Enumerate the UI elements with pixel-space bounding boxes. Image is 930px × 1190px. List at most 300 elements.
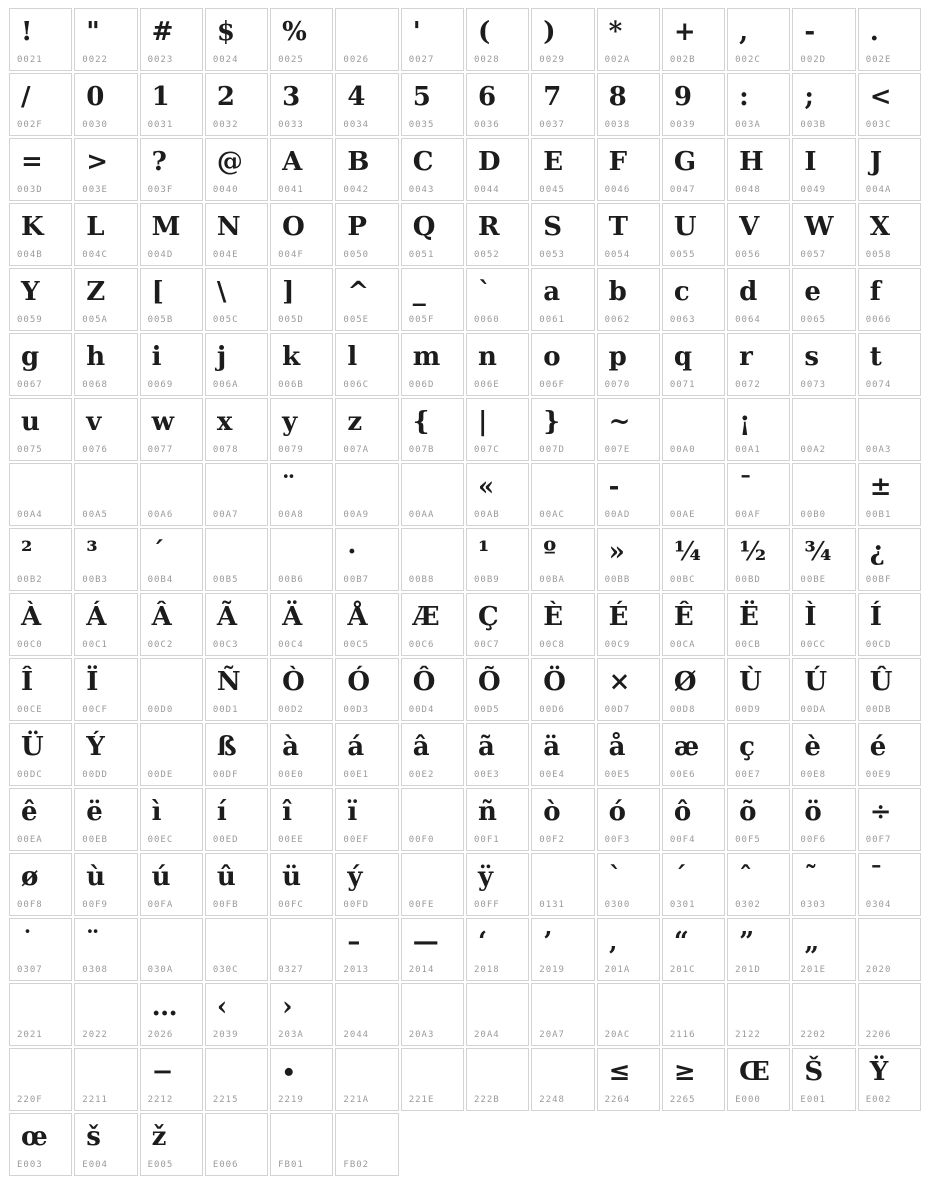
codepoint-label: 2022 bbox=[82, 1030, 108, 1040]
glyph-cell[interactable] bbox=[401, 983, 464, 1046]
glyph-cell[interactable] bbox=[792, 203, 855, 266]
glyph-cell[interactable] bbox=[662, 723, 725, 786]
glyph-cell[interactable] bbox=[531, 333, 594, 396]
glyph-cell[interactable] bbox=[792, 723, 855, 786]
glyph-cell[interactable] bbox=[335, 398, 398, 461]
glyph: − bbox=[151, 1057, 174, 1087]
glyph-cell[interactable] bbox=[9, 918, 72, 981]
glyph-cell[interactable] bbox=[792, 593, 855, 656]
codepoint-label: 20AC bbox=[604, 1030, 631, 1040]
glyph-cell[interactable] bbox=[74, 463, 137, 526]
glyph-cell[interactable] bbox=[792, 138, 855, 201]
glyph-cell[interactable] bbox=[792, 918, 855, 981]
glyph-cell[interactable] bbox=[9, 463, 72, 526]
codepoint-label: 00BD bbox=[735, 575, 761, 585]
codepoint-label: 00E8 bbox=[800, 770, 827, 780]
glyph-cell[interactable] bbox=[270, 8, 333, 71]
codepoint-label: 201C bbox=[669, 965, 696, 975]
codepoint-label: 0054 bbox=[604, 250, 631, 260]
glyph-cell[interactable] bbox=[205, 853, 268, 916]
glyph-cell[interactable] bbox=[858, 268, 921, 331]
glyph-cell[interactable] bbox=[9, 268, 72, 331]
glyph-cell[interactable] bbox=[727, 268, 790, 331]
glyph-cell[interactable] bbox=[140, 918, 203, 981]
glyph-cell[interactable] bbox=[205, 528, 268, 591]
glyph-cell[interactable] bbox=[466, 918, 529, 981]
glyph: , bbox=[739, 17, 749, 47]
glyph-cell[interactable] bbox=[270, 1048, 333, 1111]
glyph-cell[interactable] bbox=[74, 203, 137, 266]
glyph-cell[interactable] bbox=[9, 398, 72, 461]
glyph-cell[interactable] bbox=[792, 788, 855, 851]
glyph-cell[interactable] bbox=[531, 268, 594, 331]
glyph-cell[interactable] bbox=[401, 8, 464, 71]
glyph-cell[interactable] bbox=[74, 983, 137, 1046]
codepoint-label: 006F bbox=[539, 380, 565, 390]
glyph-cell[interactable] bbox=[74, 73, 137, 136]
glyph-cell[interactable] bbox=[74, 918, 137, 981]
glyph-cell[interactable] bbox=[9, 658, 72, 721]
glyph-cell[interactable] bbox=[140, 788, 203, 851]
glyph-cell[interactable] bbox=[270, 528, 333, 591]
glyph-cell[interactable] bbox=[792, 463, 855, 526]
glyph-cell[interactable] bbox=[205, 398, 268, 461]
glyph: Ó bbox=[347, 667, 371, 697]
glyph-cell[interactable] bbox=[662, 138, 725, 201]
glyph-cell[interactable] bbox=[335, 918, 398, 981]
glyph-cell[interactable] bbox=[74, 658, 137, 721]
glyph-cell[interactable] bbox=[270, 788, 333, 851]
glyph-cell[interactable] bbox=[74, 1048, 137, 1111]
glyph-cell[interactable] bbox=[205, 788, 268, 851]
glyph-cell[interactable] bbox=[466, 528, 529, 591]
glyph: Û bbox=[869, 667, 893, 697]
glyph-cell[interactable] bbox=[335, 658, 398, 721]
glyph-cell[interactable] bbox=[401, 1048, 464, 1111]
glyph: À bbox=[21, 602, 42, 632]
glyph-cell[interactable] bbox=[74, 8, 137, 71]
glyph-cell[interactable] bbox=[858, 333, 921, 396]
glyph-cell[interactable] bbox=[858, 723, 921, 786]
glyph-cell[interactable] bbox=[401, 333, 464, 396]
glyph-cell[interactable] bbox=[531, 983, 594, 1046]
glyph-cell[interactable] bbox=[662, 788, 725, 851]
glyph-cell[interactable] bbox=[9, 723, 72, 786]
glyph-cell[interactable] bbox=[466, 268, 529, 331]
codepoint-label: 0030 bbox=[82, 120, 108, 130]
codepoint-label: 005C bbox=[212, 315, 239, 325]
codepoint-label: 0056 bbox=[735, 250, 761, 260]
glyph bbox=[10, 984, 71, 1024]
glyph-cell[interactable] bbox=[401, 138, 464, 201]
glyph-cell[interactable] bbox=[270, 463, 333, 526]
glyph-cell[interactable] bbox=[140, 658, 203, 721]
codepoint-label: 2264 bbox=[604, 1095, 631, 1105]
glyph-cell[interactable] bbox=[401, 398, 464, 461]
glyph-cell[interactable] bbox=[727, 528, 790, 591]
glyph-cell[interactable] bbox=[9, 593, 72, 656]
glyph-cell[interactable] bbox=[335, 853, 398, 916]
glyph-cell[interactable] bbox=[9, 1048, 72, 1111]
glyph-cell[interactable] bbox=[401, 593, 464, 656]
glyph-cell[interactable] bbox=[205, 723, 268, 786]
glyph-cell[interactable] bbox=[205, 983, 268, 1046]
glyph-cell[interactable] bbox=[466, 463, 529, 526]
glyph: 7 bbox=[543, 82, 562, 112]
glyph-cell[interactable] bbox=[335, 528, 398, 591]
glyph-cell[interactable] bbox=[531, 853, 594, 916]
glyph-cell[interactable] bbox=[401, 268, 464, 331]
glyph-cell[interactable] bbox=[466, 983, 529, 1046]
glyph-cell[interactable] bbox=[140, 463, 203, 526]
glyph-cell[interactable] bbox=[270, 983, 333, 1046]
glyph-cell[interactable] bbox=[662, 333, 725, 396]
glyph-cell[interactable] bbox=[140, 203, 203, 266]
glyph-cell[interactable] bbox=[466, 8, 529, 71]
glyph-cell[interactable] bbox=[531, 463, 594, 526]
glyph-cell[interactable] bbox=[74, 528, 137, 591]
glyph-cell[interactable] bbox=[597, 268, 660, 331]
glyph-cell[interactable] bbox=[140, 398, 203, 461]
glyph-cell[interactable] bbox=[792, 528, 855, 591]
glyph-cell[interactable] bbox=[466, 723, 529, 786]
codepoint-label: 2019 bbox=[539, 965, 565, 975]
codepoint-label: 00E0 bbox=[278, 770, 304, 780]
glyph-cell[interactable] bbox=[270, 918, 333, 981]
codepoint-label: FB02 bbox=[343, 1160, 370, 1170]
glyph-cell[interactable] bbox=[335, 268, 398, 331]
glyph-cell[interactable] bbox=[858, 73, 921, 136]
glyph-cell[interactable] bbox=[401, 788, 464, 851]
glyph: x bbox=[216, 407, 233, 437]
glyph-cell[interactable] bbox=[9, 1113, 72, 1176]
glyph-cell[interactable] bbox=[597, 983, 660, 1046]
codepoint-label: 0052 bbox=[473, 250, 500, 260]
glyph-cell[interactable] bbox=[858, 138, 921, 201]
glyph-cell[interactable] bbox=[727, 788, 790, 851]
glyph-cell[interactable] bbox=[335, 723, 398, 786]
glyph-cell[interactable] bbox=[205, 1113, 268, 1176]
glyph-cell[interactable] bbox=[727, 8, 790, 71]
glyph-cell[interactable] bbox=[597, 658, 660, 721]
glyph: … bbox=[151, 992, 178, 1022]
glyph-cell[interactable] bbox=[140, 528, 203, 591]
glyph-cell[interactable] bbox=[205, 918, 268, 981]
glyph-cell[interactable] bbox=[531, 918, 594, 981]
glyph-cell[interactable] bbox=[140, 1113, 203, 1176]
glyph-cell[interactable] bbox=[205, 463, 268, 526]
glyph-cell[interactable] bbox=[140, 8, 203, 71]
glyph-cell[interactable] bbox=[270, 138, 333, 201]
glyph-cell[interactable] bbox=[74, 268, 137, 331]
glyph-cell[interactable] bbox=[205, 593, 268, 656]
glyph-cell[interactable] bbox=[335, 593, 398, 656]
glyph: · bbox=[347, 537, 357, 567]
glyph-cell[interactable] bbox=[792, 1048, 855, 1111]
glyph-cell[interactable] bbox=[597, 333, 660, 396]
glyph: ø bbox=[21, 862, 39, 892]
glyph: ² bbox=[21, 537, 33, 567]
glyph: ’ bbox=[543, 927, 553, 957]
glyph-cell[interactable] bbox=[597, 73, 660, 136]
glyph-cell[interactable] bbox=[792, 853, 855, 916]
glyph-cell[interactable] bbox=[140, 268, 203, 331]
glyph-cell[interactable] bbox=[727, 658, 790, 721]
glyph-cell[interactable] bbox=[335, 1048, 398, 1111]
glyph-cell[interactable] bbox=[531, 593, 594, 656]
glyph-cell[interactable] bbox=[140, 593, 203, 656]
glyph-cell[interactable] bbox=[597, 203, 660, 266]
glyph-cell[interactable] bbox=[9, 788, 72, 851]
glyph-cell[interactable] bbox=[466, 853, 529, 916]
glyph: Ä bbox=[282, 602, 303, 632]
glyph-cell[interactable] bbox=[466, 1048, 529, 1111]
glyph-cell[interactable] bbox=[597, 853, 660, 916]
glyph-cell[interactable] bbox=[335, 788, 398, 851]
glyph-cell[interactable] bbox=[140, 723, 203, 786]
glyph-cell[interactable] bbox=[597, 918, 660, 981]
glyph-cell[interactable] bbox=[140, 138, 203, 201]
glyph-cell[interactable] bbox=[466, 203, 529, 266]
glyph-cell[interactable] bbox=[205, 268, 268, 331]
glyph-cell[interactable] bbox=[662, 8, 725, 71]
glyph-cell[interactable] bbox=[270, 203, 333, 266]
glyph-cell[interactable] bbox=[205, 73, 268, 136]
glyph-cell[interactable] bbox=[597, 398, 660, 461]
glyph-cell[interactable] bbox=[727, 73, 790, 136]
glyph-cell[interactable] bbox=[858, 593, 921, 656]
glyph-cell[interactable] bbox=[401, 73, 464, 136]
glyph-cell[interactable] bbox=[858, 8, 921, 71]
glyph-cell[interactable] bbox=[858, 463, 921, 526]
glyph-cell[interactable] bbox=[662, 593, 725, 656]
glyph-cell[interactable] bbox=[335, 463, 398, 526]
glyph-cell[interactable] bbox=[140, 983, 203, 1046]
glyph-cell[interactable] bbox=[270, 73, 333, 136]
glyph-cell[interactable] bbox=[270, 268, 333, 331]
glyph: ‚ bbox=[608, 927, 618, 957]
codepoint-label: 00B6 bbox=[278, 575, 304, 585]
codepoint-label: 00B7 bbox=[343, 575, 370, 585]
glyph-grid bbox=[9, 8, 921, 1176]
glyph-cell[interactable] bbox=[466, 138, 529, 201]
glyph-cell[interactable] bbox=[401, 853, 464, 916]
glyph-cell[interactable] bbox=[662, 853, 725, 916]
glyph-cell[interactable] bbox=[270, 658, 333, 721]
codepoint-label: 002A bbox=[604, 55, 631, 65]
glyph-cell[interactable] bbox=[597, 723, 660, 786]
glyph-cell[interactable] bbox=[662, 268, 725, 331]
codepoint-label: 0069 bbox=[147, 380, 174, 390]
glyph: õ bbox=[739, 797, 757, 827]
glyph-cell[interactable] bbox=[140, 853, 203, 916]
glyph-cell[interactable] bbox=[335, 203, 398, 266]
codepoint-label: 00BA bbox=[539, 575, 565, 585]
glyph-cell[interactable] bbox=[727, 593, 790, 656]
codepoint-label: 0040 bbox=[212, 185, 239, 195]
glyph-cell[interactable] bbox=[792, 398, 855, 461]
codepoint-label: 006A bbox=[212, 380, 239, 390]
codepoint-label: 00A2 bbox=[800, 445, 827, 455]
glyph-cell[interactable] bbox=[858, 983, 921, 1046]
glyph-cell[interactable] bbox=[205, 8, 268, 71]
glyph-cell[interactable] bbox=[662, 528, 725, 591]
glyph-cell[interactable] bbox=[792, 333, 855, 396]
glyph-cell[interactable] bbox=[858, 918, 921, 981]
glyph-cell[interactable] bbox=[401, 658, 464, 721]
codepoint-label: 0066 bbox=[865, 315, 892, 325]
glyph-cell[interactable] bbox=[9, 138, 72, 201]
glyph-cell[interactable] bbox=[74, 788, 137, 851]
glyph-cell[interactable] bbox=[74, 333, 137, 396]
glyph-cell[interactable] bbox=[401, 203, 464, 266]
glyph-cell[interactable] bbox=[401, 723, 464, 786]
glyph-cell[interactable] bbox=[140, 1048, 203, 1111]
glyph: Ì bbox=[804, 602, 817, 632]
glyph bbox=[206, 1114, 267, 1154]
glyph-cell[interactable] bbox=[727, 723, 790, 786]
glyph-cell[interactable] bbox=[792, 8, 855, 71]
glyph-cell[interactable] bbox=[727, 398, 790, 461]
glyph-cell[interactable] bbox=[9, 528, 72, 591]
glyph-cell[interactable] bbox=[205, 203, 268, 266]
glyph-cell[interactable] bbox=[792, 658, 855, 721]
glyph-cell[interactable] bbox=[74, 138, 137, 201]
glyph-cell[interactable] bbox=[531, 398, 594, 461]
glyph-cell[interactable] bbox=[74, 593, 137, 656]
glyph-cell[interactable] bbox=[597, 528, 660, 591]
glyph-cell[interactable] bbox=[727, 983, 790, 1046]
glyph: — bbox=[412, 927, 439, 957]
glyph-cell[interactable] bbox=[205, 658, 268, 721]
glyph-cell[interactable] bbox=[531, 73, 594, 136]
glyph-cell[interactable] bbox=[727, 203, 790, 266]
glyph-cell[interactable] bbox=[401, 528, 464, 591]
glyph-cell[interactable] bbox=[531, 203, 594, 266]
glyph-cell[interactable] bbox=[662, 73, 725, 136]
glyph-cell[interactable] bbox=[531, 528, 594, 591]
glyph-cell[interactable] bbox=[74, 398, 137, 461]
glyph-cell[interactable] bbox=[858, 658, 921, 721]
glyph-cell[interactable] bbox=[335, 1113, 398, 1176]
glyph-cell[interactable] bbox=[466, 788, 529, 851]
codepoint-label: 203A bbox=[278, 1030, 304, 1040]
glyph-cell[interactable] bbox=[662, 463, 725, 526]
glyph-cell[interactable] bbox=[9, 983, 72, 1046]
glyph-cell[interactable] bbox=[335, 333, 398, 396]
glyph-cell[interactable] bbox=[466, 593, 529, 656]
glyph-cell[interactable] bbox=[466, 333, 529, 396]
glyph-cell[interactable] bbox=[727, 333, 790, 396]
codepoint-label: 2044 bbox=[343, 1030, 370, 1040]
glyph-cell[interactable] bbox=[531, 658, 594, 721]
glyph-cell[interactable] bbox=[662, 983, 725, 1046]
glyph-cell[interactable] bbox=[727, 1048, 790, 1111]
glyph-cell[interactable] bbox=[727, 918, 790, 981]
codepoint-label: 00B0 bbox=[800, 510, 827, 520]
glyph-cell[interactable] bbox=[727, 463, 790, 526]
glyph-cell[interactable] bbox=[662, 1048, 725, 1111]
glyph-cell[interactable] bbox=[792, 73, 855, 136]
glyph-cell[interactable] bbox=[205, 333, 268, 396]
glyph bbox=[141, 659, 202, 699]
glyph-cell[interactable] bbox=[9, 8, 72, 71]
glyph-cell[interactable] bbox=[597, 8, 660, 71]
glyph-cell[interactable] bbox=[597, 788, 660, 851]
glyph-cell[interactable] bbox=[74, 1113, 137, 1176]
glyph-cell[interactable] bbox=[74, 853, 137, 916]
glyph-cell[interactable] bbox=[9, 73, 72, 136]
glyph-cell[interactable] bbox=[597, 138, 660, 201]
glyph-cell[interactable] bbox=[531, 1048, 594, 1111]
glyph-cell[interactable] bbox=[140, 333, 203, 396]
glyph-cell[interactable] bbox=[9, 203, 72, 266]
glyph-cell[interactable] bbox=[74, 723, 137, 786]
glyph-cell[interactable] bbox=[662, 918, 725, 981]
glyph-cell[interactable] bbox=[270, 1113, 333, 1176]
glyph-cell[interactable] bbox=[466, 658, 529, 721]
glyph-cell[interactable] bbox=[858, 1048, 921, 1111]
glyph-cell[interactable] bbox=[858, 203, 921, 266]
glyph-cell[interactable] bbox=[858, 788, 921, 851]
glyph-cell[interactable] bbox=[401, 463, 464, 526]
codepoint-label: 005B bbox=[147, 315, 174, 325]
glyph-cell[interactable] bbox=[531, 788, 594, 851]
glyph-cell[interactable] bbox=[270, 853, 333, 916]
glyph-cell[interactable] bbox=[335, 73, 398, 136]
glyph-cell[interactable] bbox=[270, 398, 333, 461]
glyph-cell[interactable] bbox=[401, 918, 464, 981]
glyph-cell[interactable] bbox=[140, 73, 203, 136]
glyph-cell[interactable] bbox=[205, 1048, 268, 1111]
codepoint-label: 2020 bbox=[865, 965, 892, 975]
glyph-cell[interactable] bbox=[205, 138, 268, 201]
glyph-cell[interactable] bbox=[335, 983, 398, 1046]
codepoint-label: 221A bbox=[343, 1095, 370, 1105]
glyph-cell[interactable] bbox=[727, 853, 790, 916]
glyph: « bbox=[477, 472, 495, 502]
glyph-cell[interactable] bbox=[597, 463, 660, 526]
glyph-cell[interactable] bbox=[858, 528, 921, 591]
glyph-cell[interactable] bbox=[466, 398, 529, 461]
glyph-cell[interactable] bbox=[531, 138, 594, 201]
glyph-cell[interactable] bbox=[858, 853, 921, 916]
glyph-cell[interactable] bbox=[335, 8, 398, 71]
glyph-cell[interactable] bbox=[270, 593, 333, 656]
glyph-cell[interactable] bbox=[597, 593, 660, 656]
glyph: Ÿ bbox=[869, 1057, 889, 1087]
glyph-cell[interactable] bbox=[270, 723, 333, 786]
glyph-cell[interactable] bbox=[466, 73, 529, 136]
codepoint-label: 00EC bbox=[147, 835, 174, 845]
glyph-cell[interactable] bbox=[792, 983, 855, 1046]
glyph-cell[interactable] bbox=[858, 398, 921, 461]
glyph-cell[interactable] bbox=[531, 723, 594, 786]
glyph-cell[interactable] bbox=[597, 1048, 660, 1111]
glyph-cell[interactable] bbox=[335, 138, 398, 201]
glyph-cell[interactable] bbox=[9, 853, 72, 916]
glyph-cell[interactable] bbox=[662, 658, 725, 721]
glyph-cell[interactable] bbox=[9, 333, 72, 396]
glyph-cell[interactable] bbox=[531, 8, 594, 71]
glyph-cell[interactable] bbox=[270, 333, 333, 396]
glyph bbox=[859, 919, 920, 959]
codepoint-label: 003A bbox=[735, 120, 761, 130]
glyph-cell[interactable] bbox=[727, 138, 790, 201]
glyph-cell[interactable] bbox=[662, 203, 725, 266]
glyph-cell[interactable] bbox=[792, 268, 855, 331]
glyph-cell[interactable] bbox=[662, 398, 725, 461]
